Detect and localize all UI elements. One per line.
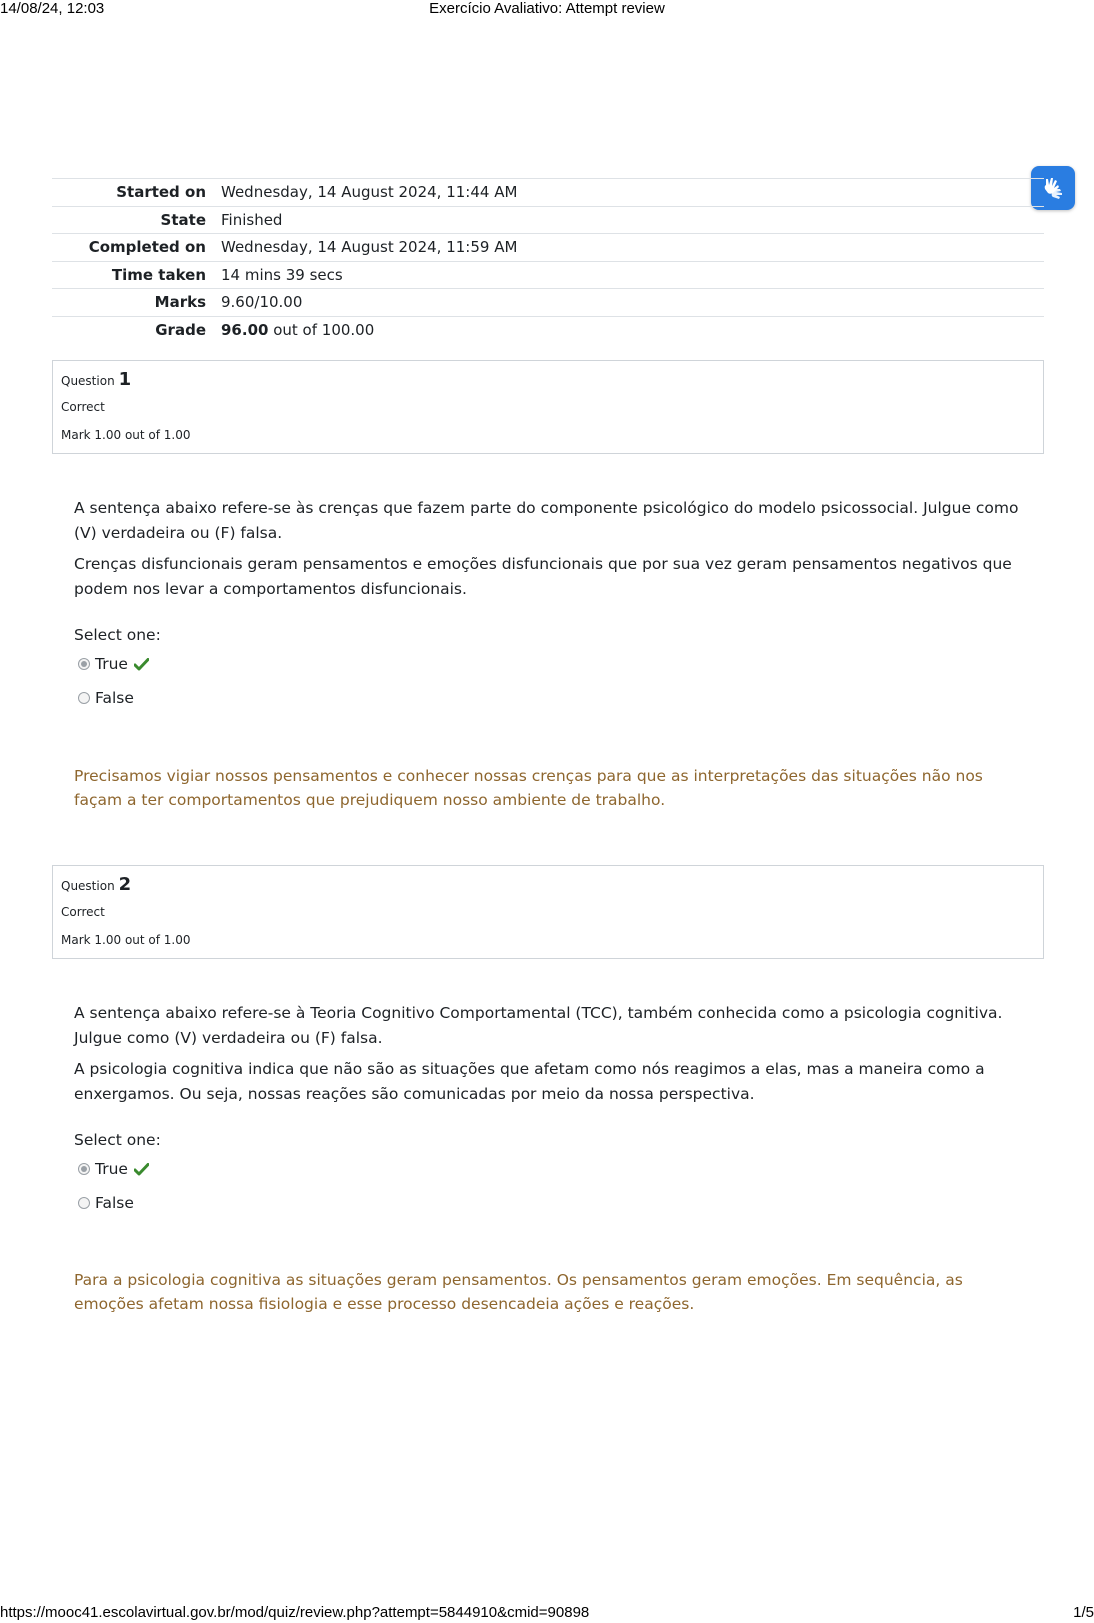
question-text-paragraph: A psicologia cognitiva indica que não são as situações que afetam como nós reagimos a elas, mas a maneira como a enxergamos. Ou seja, nossas reações são comunicadas por meio da nossa perspectiva. (74, 1060, 985, 1103)
print-datetime: 14/08/24, 12:03 (0, 0, 105, 17)
radio-button[interactable] (78, 692, 90, 704)
summary-row-grade (52, 316, 1044, 343)
question-text (74, 1001, 1024, 1113)
summary-value: 14 mins 39 secs (221, 261, 1044, 289)
grade-suffix: out of 100.00 (268, 320, 375, 339)
summary-value (221, 316, 1044, 343)
summary-row-marks (52, 289, 1044, 317)
question-number (61, 874, 131, 895)
question-text-paragraph: A sentença abaixo refere-se à Teoria Cognitivo Comportamental (TCC), também conhecida como a psicologia cognitiva. Julgue como (V) verdadeira ou (F) falsa. (74, 1004, 1003, 1047)
question-state: Correct (61, 905, 105, 919)
answer-option[interactable] (78, 689, 134, 707)
answer-option-label: True (95, 1160, 128, 1178)
summary-label: State (52, 206, 221, 234)
summary-value: Finished (221, 206, 1044, 234)
question-text-paragraph: A sentença abaixo refere-se às crenças que fazem parte do componente psicológico do modelo psicossocial. Julgue como (V) verdadeira ou (F) falsa. (74, 499, 1019, 542)
summary-value: 9.60/10.00 (221, 289, 1044, 317)
summary-label: Marks (52, 289, 221, 317)
summary-label: Grade (52, 316, 221, 343)
question-grade: Mark 1.00 out of 1.00 (61, 933, 191, 947)
answer-feedback: Precisamos vigiar nossos pensamentos e conhecer nossas crenças para que as interpretações das situações não nos façam a ter comportamentos que prejudiquem nosso ambiente de trabalho. (74, 767, 983, 809)
grade-score: 96.00 (221, 320, 269, 339)
select-one-prompt: Select one: (74, 626, 161, 644)
answer-feedback: Para a psicologia cognitiva as situações geram pensamentos. Os pensamentos geram emoções. Em sequência, as emoções afetam nossa fisiologia e esse processo desencadeia ações e reações. (74, 1271, 963, 1313)
print-footer (0, 1604, 1094, 1622)
check-icon (134, 1163, 149, 1176)
answer-option[interactable] (78, 655, 149, 673)
question-text-paragraph: Crenças disfuncionais geram pensamentos e emoções disfuncionais que por sua vez geram pensamentos negativos que podem nos levar a comportamentos disfuncionais. (74, 555, 1012, 598)
question-state: Correct (61, 400, 105, 414)
check-icon (134, 658, 149, 671)
summary-label: Time taken (52, 261, 221, 289)
attempt-summary-table (52, 178, 1044, 343)
question-number-value: 1 (118, 369, 132, 390)
print-url: https://mooc41.escolavirtual.gov.br/mod/quiz/review.php?attempt=5844910&cmid=90898 (0, 1604, 590, 1621)
answer-option[interactable] (78, 1194, 134, 1212)
question-number (61, 369, 131, 390)
question-info-box (52, 865, 1044, 959)
radio-button[interactable] (78, 1197, 90, 1209)
summary-row-state (52, 206, 1044, 234)
radio-button[interactable] (78, 658, 90, 670)
question-text (74, 496, 1024, 608)
question-grade: Mark 1.00 out of 1.00 (61, 428, 191, 442)
summary-row-time-taken (52, 261, 1044, 289)
summary-value: Wednesday, 14 August 2024, 11:59 AM (221, 234, 1044, 262)
print-page-title: Exercício Avaliativo: Attempt review (429, 0, 665, 17)
answer-option-label: True (95, 655, 128, 673)
radio-button[interactable] (78, 1163, 90, 1175)
print-page-number: 1/5 (1073, 1604, 1094, 1621)
summary-value: Wednesday, 14 August 2024, 11:44 AM (221, 179, 1044, 207)
select-one-prompt: Select one: (74, 1131, 161, 1149)
question-number-value: 2 (118, 874, 132, 895)
print-header (0, 0, 1094, 18)
question-prefix: Question (61, 374, 115, 388)
question-prefix: Question (61, 879, 115, 893)
answer-option[interactable] (78, 1160, 149, 1178)
question-info-box (52, 360, 1044, 454)
summary-label: Completed on (52, 234, 221, 262)
summary-row-completed (52, 234, 1044, 262)
answer-option-label: False (95, 689, 134, 707)
summary-label: Started on (52, 179, 221, 207)
summary-row-started (52, 179, 1044, 207)
answer-option-label: False (95, 1194, 134, 1212)
